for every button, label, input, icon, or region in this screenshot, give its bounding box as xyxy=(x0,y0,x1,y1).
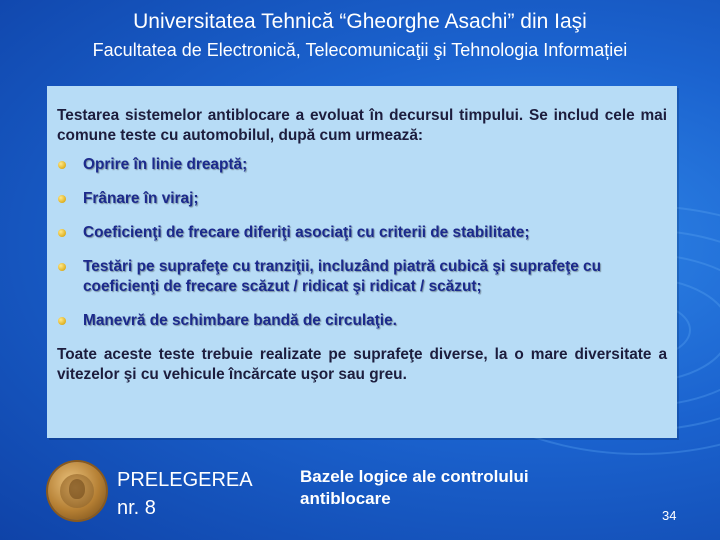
list-item-text: Frânare în viraj; xyxy=(83,190,199,207)
faculty-title: Facultatea de Electronică, Telecomunicaţii şi Tehnologia Informației xyxy=(92,40,628,60)
list-item-text: Manevră de schimbare bandă de circulaţie. xyxy=(83,312,397,329)
list-item xyxy=(57,189,667,209)
bullet-dot-icon xyxy=(58,229,66,237)
conclusion-paragraph: Toate aceste teste trebuie realizate pe suprafeţe diverse, la o mare diversitate a vitezelor şi cu vehicule încărcate uşor sau greu. xyxy=(57,346,667,383)
lecture-line-2: nr. 8 xyxy=(117,497,156,519)
bullet-dot-icon xyxy=(58,317,66,325)
medal-portrait xyxy=(69,479,85,499)
list-item-text: Coeficienţi de frecare diferiţi asociaţi cu criterii de stabilitate; xyxy=(83,224,530,241)
intro-paragraph: Testarea sistemelor antiblocare a evoluat în decursul timpului. Se includ cele mai comune teste cu automobilul, după cum urmează: xyxy=(57,107,667,144)
bullet-dot-icon xyxy=(58,195,66,203)
list-item-text: Testări pe suprafeţe cu tranziţii, incluzând piatră cubică şi suprafeţe cu coeficienţi de frecare scăzut / ridicat şi ridicat / scăzut; xyxy=(83,258,602,295)
bullet-dot-icon xyxy=(58,263,66,271)
list-item xyxy=(57,223,667,243)
lecture-label xyxy=(117,466,253,522)
list-item xyxy=(57,257,667,297)
lecture-topic: Bazele logice ale controlului antiblocare xyxy=(300,467,529,508)
content-box xyxy=(47,86,677,438)
list-item-text: Oprire în linie dreaptă; xyxy=(83,156,248,173)
list-item xyxy=(57,155,667,175)
test-list xyxy=(57,155,667,331)
university-medal-logo xyxy=(48,462,106,520)
university-title: Universitatea Tehnică “Gheorghe Asachi” din Iaşi xyxy=(133,10,587,33)
bullet-dot-icon xyxy=(58,161,66,169)
lecture-line-1: PRELEGEREA xyxy=(117,469,253,491)
page-number: 34 xyxy=(662,508,677,523)
list-item xyxy=(57,311,667,331)
